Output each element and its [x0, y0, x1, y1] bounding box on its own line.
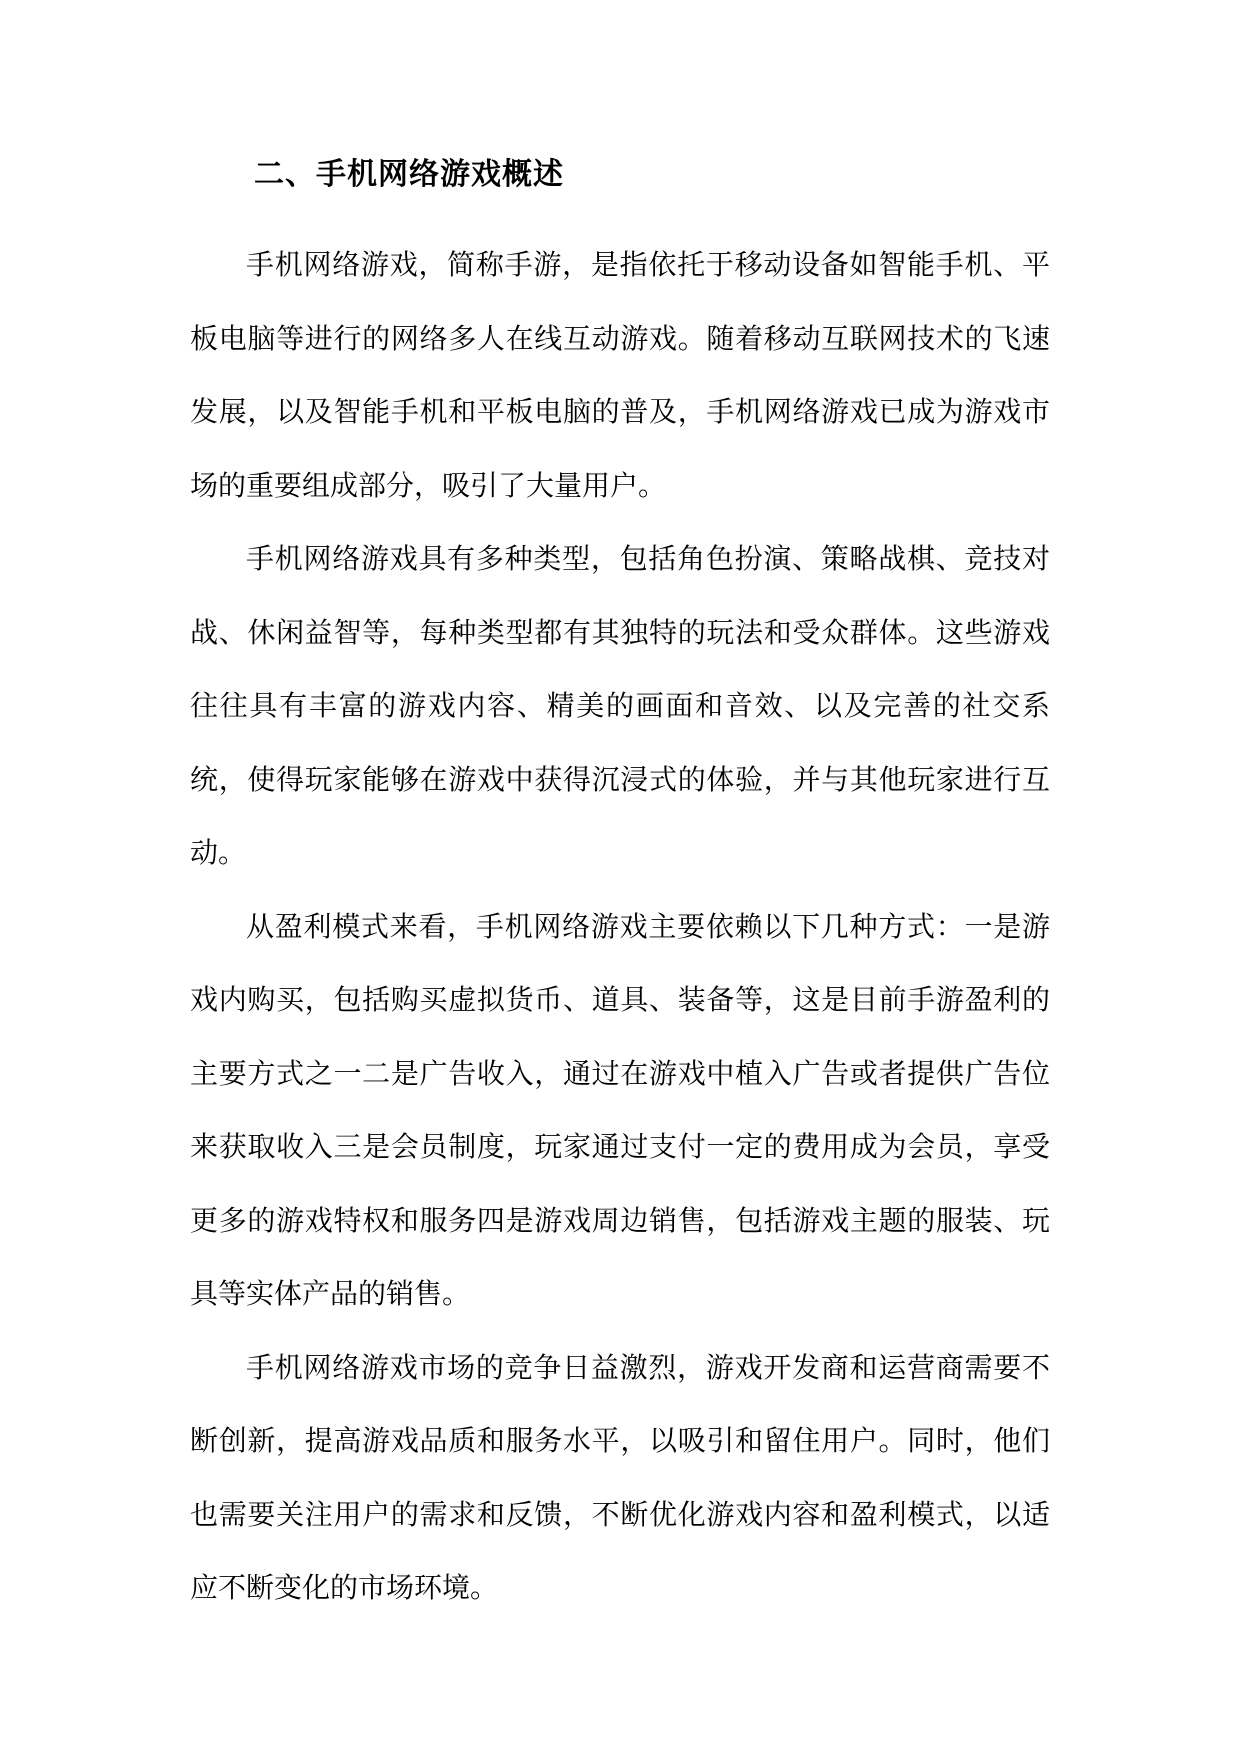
section-heading: 二、手机网络游戏概述 [254, 157, 564, 192]
paragraph-4: 手机网络游戏市场的竞争日益激烈，游戏开发商和运营商需要不断创新，提高游戏品质和服务水平，以吸引和留住用户。同时，他们也需要关注用户的需求和反馈，不断优化游戏内容和盈利模式，以适应不断变化的市场环境。 [190, 1350, 1050, 1604]
paragraph-3: 从盈利模式来看，手机网络游戏主要依赖以下几种方式：一是游戏内购买，包括购买虚拟货币、道具、装备等，这是目前手游盈利的主要方式之一二是广告收入，通过在游戏中植入广告或者提供广告位来获取收入三是会员制度，玩家通过支付一定的费用成为会员，享受更多的游戏特权和服务四是游戏周边销售，包括游戏主题的服装、玩具等实体产品的销售。 [190, 909, 1050, 1310]
body-text [190, 228, 1050, 1625]
paragraph-2: 手机网络游戏具有多种类型，包括角色扮演、策略战棋、竞技对战、休闲益智等，每种类型都有其独特的玩法和受众群体。这些游戏往往具有丰富的游戏内容、精美的画面和音效、以及完善的社交系统，使得玩家能够在游戏中获得沉浸式的体验，并与其他玩家进行互动。 [190, 542, 1050, 869]
paragraph-1: 手机网络游戏，简称手游，是指依托于移动设备如智能手机、平板电脑等进行的网络多人在线互动游戏。随着移动互联网技术的飞速发展，以及智能手机和平板电脑的普及，手机网络游戏已成为游戏市场的重要组成部分，吸引了大量用户。 [190, 248, 1050, 502]
